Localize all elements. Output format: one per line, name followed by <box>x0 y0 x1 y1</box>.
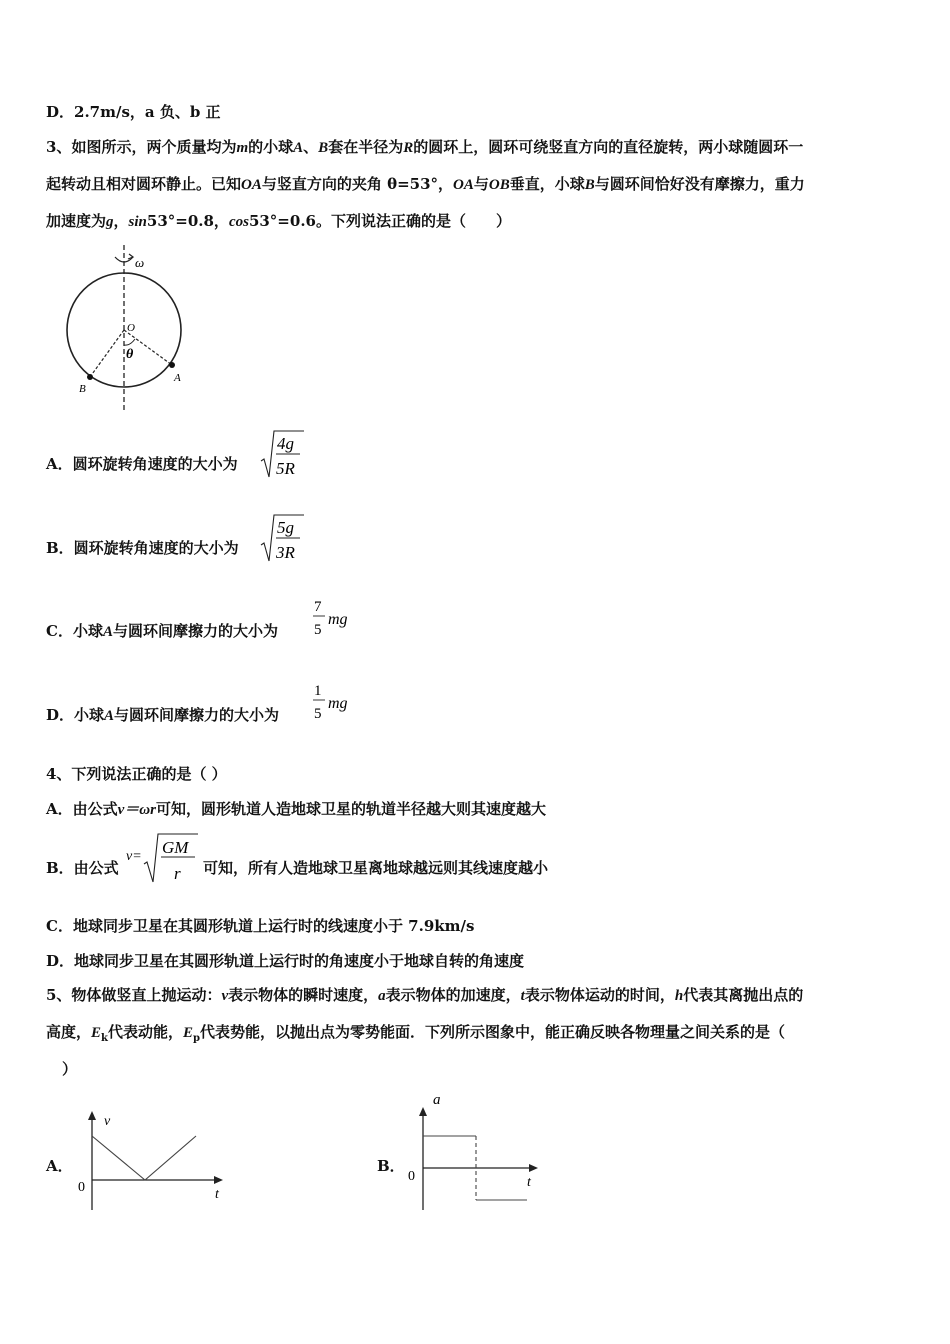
q3-option-c-mg: mg <box>328 611 348 628</box>
q3-stem-line2: 起转动且相对圆环静止。已知OA与竖直方向的夹角 θ=53°，OA与OB垂直，小球B与圆环间恰好没有摩擦力，重力 <box>46 175 805 193</box>
q3-option-c-numerator: 7 <box>314 599 322 615</box>
q3-option-b-denominator: 3R <box>276 543 295 562</box>
q4-option-b-prefix: B．由公式 <box>46 859 119 877</box>
q4-option-b-suffix: 可知，所有人造地球卫星离地球越远则其线速度越小 <box>203 859 549 877</box>
q3-option-d-numerator: 1 <box>314 683 322 699</box>
q3-ring-figure <box>55 245 195 415</box>
q2-option-d: D．2.7m/s，a 负、b 正 <box>46 103 221 121</box>
q5-graph-b <box>403 1090 553 1216</box>
q3-option-d-denominator: 5 <box>314 706 322 722</box>
q3-option-a-numerator: 4g <box>277 434 294 453</box>
q3-option-c: C．小球A与圆环间摩擦力的大小为 <box>46 622 278 640</box>
graph-a-origin: 0 <box>78 1180 85 1195</box>
q5-stem-line2: 高度，$E_k$代表动能，$E_p$代表势能，以抛出点为零势能面．下列所示图象中，能正确反映各物理量之间关系的是（ <box>46 1023 786 1044</box>
center-label-O: O <box>127 322 135 334</box>
q5-stem-line3: ） <box>62 1060 78 1078</box>
q3-option-a: A．圆环旋转角速度的大小为 <box>46 455 238 473</box>
graph-b-y-label: a <box>433 1092 441 1108</box>
ball-A-label: A <box>174 372 181 384</box>
graph-a-y-label: v <box>104 1114 111 1129</box>
q3-stem-line3: 加速度为g，sin53°=0.8，cos53°=0.6。下列说法正确的是（ ） <box>46 212 511 230</box>
graph-b-origin: 0 <box>408 1169 415 1184</box>
graph-a-x-label: t <box>215 1187 219 1202</box>
omega-label: ω <box>135 255 145 270</box>
q4-option-b-formula <box>124 832 202 886</box>
graph-a-velocity-line <box>92 1136 196 1180</box>
q4-option-b-numerator: GM <box>162 838 189 857</box>
q4-option-d: D．地球同步卫星在其圆形轨道上运行时的角速度小于地球自转的角速度 <box>46 952 525 970</box>
q3-option-b-sqrt <box>260 513 306 565</box>
q3-option-d-fraction <box>311 680 357 726</box>
ball-B <box>87 374 93 380</box>
q5-graph-a <box>74 1106 234 1216</box>
q5-graph-b-label: B． <box>377 1157 405 1175</box>
q3-option-a-denominator: 5R <box>276 459 295 478</box>
q3-option-c-denominator: 5 <box>314 622 322 638</box>
q4-stem: 4、下列说法正确的是（ ） <box>46 765 227 783</box>
ball-A <box>169 362 175 368</box>
q4-option-b-denominator: r <box>174 864 181 883</box>
q3-option-b-numerator: 5g <box>277 518 294 537</box>
segment-OB <box>90 330 124 377</box>
q4-option-b-v: v= <box>126 849 142 864</box>
theta-label: θ <box>126 347 134 362</box>
q3-option-d-mg: mg <box>328 695 348 712</box>
q3-option-a-sqrt <box>260 429 306 481</box>
q3-option-c-fraction <box>311 596 357 642</box>
q3-number: 3、 <box>46 138 72 156</box>
q5-graph-a-label: A． <box>46 1157 73 1175</box>
graph-b-x-label: t <box>527 1175 531 1190</box>
q3-option-d: D．小球A与圆环间摩擦力的大小为 <box>46 706 280 724</box>
q3-option-b: B．圆环旋转角速度的大小为 <box>46 539 239 557</box>
ball-B-label: B <box>79 383 86 395</box>
q5-stem-line1: 5、物体做竖直上抛运动：v表示物体的瞬时速度，a表示物体的加速度，t表示物体运动的时间，h代表其离抛出点的 <box>46 986 804 1004</box>
q3-stem-line1: 3、如图所示，两个质量均为m的小球A、B套在半径为R的圆环上，圆环可绕竖直方向的直径旋转，两小球随圆环一 <box>46 138 804 156</box>
q4-option-a: A．由公式v＝ωr可知，圆形轨道人造地球卫星的轨道半径越大则其速度越大 <box>46 800 546 818</box>
q4-option-c: C．地球同步卫星在其圆形轨道上运行时的线速度小于 7.9km/s <box>46 917 475 935</box>
theta-arc <box>124 339 135 345</box>
